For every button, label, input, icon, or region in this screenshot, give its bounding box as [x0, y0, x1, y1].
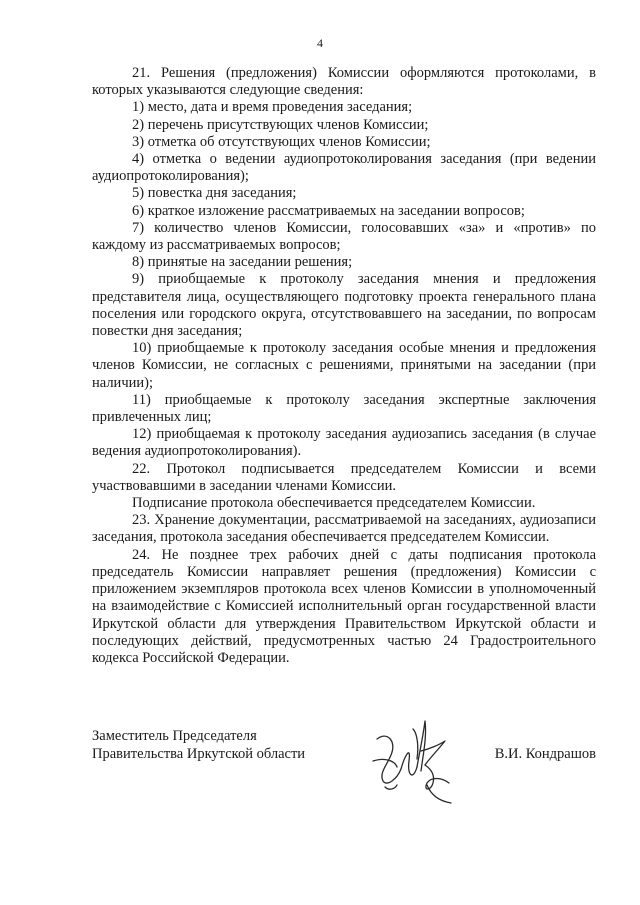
list-item-12: 12) приобщаемая к протоколу заседания аудиозапись заседания (в случае ведения аудиопротоколирования). [92, 426, 596, 460]
list-item-11: 11) приобщаемые к протоколу заседания экспертные заключения привлеченных лиц; [92, 391, 596, 426]
list-item-9: 9) приобщаемые к протоколу заседания мнения и предложения представителя лица, осуществляющего подготовку проекта генерального плана поселения или городского округа, отсутствовавшего на заседании, по вопросам повестки дня заседания; [92, 271, 596, 340]
signature-block [92, 727, 596, 807]
list-item-3: 3) отметка об отсутствующих членов Комиссии; [132, 133, 431, 150]
list-item-1: 1) место, дата и время проведения заседания; [132, 99, 413, 116]
list-item-10: 10) приобщаемые к протоколу заседания особые мнения и предложения членов Комиссии, не согласных с решениями, принятыми на заседании (при наличии); [92, 340, 596, 391]
signatory-position [92, 727, 305, 763]
paragraph-24: 24. Не позднее трех рабочих дней с даты подписания протокола председатель Комиссии направляет решения (предложения) Комиссии с приложением экземпляров протокола всех членов Комиссии в уполномоченный на взаимодействие с Комиссией исполнительный орган государственной власти Иркутской области для утверждения Правительством Иркутской области и последующих действий, предусмотренных частью 24 Градостроительного кодекса Российской Федерации. [92, 546, 596, 666]
list-item-8: 8) принятые на заседании решения; [132, 254, 353, 271]
list-item-5: 5) повестка дня заседания; [132, 185, 297, 202]
list-item-4: 4) отметка о ведении аудиопротоколирования заседания (при ведении аудиопротоколирования); [92, 151, 596, 185]
list-item-7: 7) количество членов Комиссии, голосовавших «за» и «против» по каждому из рассматриваемых вопросов; [92, 219, 596, 254]
paragraph-22: 22. Протокол подписывается председателем Комиссии и всеми участвовавшими в заседании членами Комиссии. [92, 460, 596, 494]
document-body [92, 65, 596, 667]
signatory-position-line-1: Заместитель Председателя [92, 728, 257, 744]
paragraph-23: 23. Хранение документации, рассматриваемой на заседаниях, аудиозаписи заседания, протокола заседания обеспечивается председателем Комиссии. [92, 512, 596, 546]
list-item-6: 6) краткое изложение рассматриваемых на заседании вопросов; [132, 202, 525, 219]
signatory-position-line-2: Правительства Иркутской области [92, 746, 306, 762]
list-item-2: 2) перечень присутствующих членов Комиссии; [132, 116, 429, 133]
paragraph-21: 21. Решения (предложения) Комиссии оформляются протоколами, в которых указываются следующие сведения: [92, 65, 596, 99]
handwritten-signature-icon [367, 715, 462, 807]
signatory-name: В.И. Кондрашов [494, 746, 596, 762]
paragraph-22-note: Подписание протокола обеспечивается председателем Комиссии. [132, 495, 536, 512]
page-number: 4 [317, 36, 323, 50]
